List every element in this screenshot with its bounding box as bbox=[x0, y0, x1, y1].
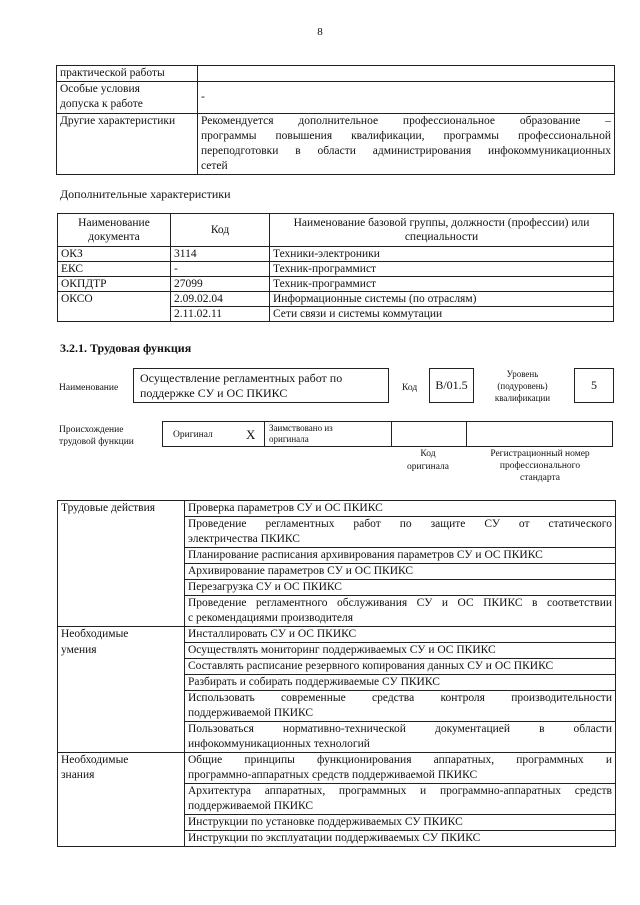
header-doc-name: Наименование документа bbox=[58, 214, 171, 247]
table-row bbox=[58, 784, 616, 815]
cell-name: Техники-электроники bbox=[270, 247, 614, 262]
cell-name: Техник-программист bbox=[270, 277, 614, 292]
table-row bbox=[58, 501, 616, 517]
level-value-box: 5 bbox=[574, 368, 614, 403]
table-row bbox=[58, 580, 616, 596]
list-item: Общие принципы функционирования аппаратных, программных и программно-аппаратных средств поддерживаемой ПКИКС bbox=[185, 753, 616, 784]
table-row bbox=[58, 675, 616, 691]
table-header-row bbox=[58, 214, 614, 247]
header-code: Код bbox=[171, 214, 270, 247]
additional-title: Дополнительные характеристики bbox=[60, 187, 231, 201]
list-item: Проведение регламентного обслуживания СУ и ОС ПКИКС в соответствии с рекомендациями производителя bbox=[185, 596, 616, 627]
table-row bbox=[58, 262, 614, 277]
list-item: Использовать современные средства контроля производительности поддерживаемой ПКИКС bbox=[185, 691, 616, 722]
row-label: Особые условия допуска к работе bbox=[57, 82, 198, 114]
table-row bbox=[57, 66, 615, 82]
cell-doc: ОКСО bbox=[58, 292, 171, 307]
section-label: Трудовые действия bbox=[58, 501, 185, 517]
cell-doc: ОКПДТР bbox=[58, 277, 171, 292]
table-row bbox=[58, 815, 616, 831]
reg-number-label: Регистрационный номер профессионального стандарта bbox=[490, 449, 590, 483]
table-row bbox=[58, 564, 616, 580]
origin-row bbox=[162, 421, 613, 447]
additional-characteristics-table bbox=[57, 213, 614, 322]
divider bbox=[466, 422, 467, 446]
row-value: - bbox=[198, 82, 615, 114]
cell-code: 27099 bbox=[171, 277, 270, 292]
table-row bbox=[58, 627, 616, 643]
table-row bbox=[58, 831, 616, 847]
list-item: Инструкции по установке поддерживаемых СУ ПКИКС bbox=[185, 815, 616, 831]
function-name-box: Осуществление регламентных работ по поддержке СУ и ОС ПКИКС bbox=[133, 368, 389, 403]
original-label: Оригинал bbox=[173, 430, 213, 440]
origin-label: Происхождение трудовой функции bbox=[59, 425, 134, 447]
table-row bbox=[58, 548, 616, 564]
cell-name: Информационные системы (по отраслям) bbox=[270, 292, 614, 307]
table-row bbox=[58, 659, 616, 675]
list-item: Проведение регламентных работ по защите СУ от статического электричества ПКИКС bbox=[185, 517, 616, 548]
list-item: Разбирать и собирать поддерживаемые СУ ПКИКС bbox=[185, 675, 616, 691]
section-label-cont: умения bbox=[58, 643, 185, 659]
table-row bbox=[58, 517, 616, 548]
cell-code: - bbox=[171, 262, 270, 277]
section-title: 3.2.1. Трудовая функция bbox=[60, 341, 192, 355]
cell-doc bbox=[58, 307, 171, 322]
cell-name: Техник-программист bbox=[270, 262, 614, 277]
list-item: Перезагрузка СУ и ОС ПКИКС bbox=[185, 580, 616, 596]
table-row bbox=[58, 753, 616, 784]
list-item: Архитектура аппаратных, программных и программно-аппаратных средств поддерживаемой ПКИКС bbox=[185, 784, 616, 815]
table-row bbox=[58, 596, 616, 627]
row-value bbox=[198, 66, 615, 82]
table-row bbox=[58, 292, 614, 307]
top-characteristics-table bbox=[56, 65, 615, 175]
table-row bbox=[57, 114, 615, 175]
code-original-label: Код оригинала bbox=[407, 449, 449, 472]
table-row bbox=[57, 82, 615, 114]
cell-code: 3114 bbox=[171, 247, 270, 262]
list-item: Архивирование параметров СУ и ОС ПКИКС bbox=[185, 564, 616, 580]
list-item: Инструкции по эксплуатации поддерживаемых СУ ПКИКС bbox=[185, 831, 616, 847]
cell-doc: ОКЗ bbox=[58, 247, 171, 262]
list-item: Составлять расписание резервного копирования данных СУ и ОС ПКИКС bbox=[185, 659, 616, 675]
cell-code: 2.11.02.11 bbox=[171, 307, 270, 322]
table-row bbox=[58, 307, 614, 322]
table-row bbox=[58, 643, 616, 659]
labor-function-table bbox=[57, 500, 616, 847]
divider bbox=[264, 422, 265, 446]
table-row bbox=[58, 277, 614, 292]
original-mark: X bbox=[246, 427, 256, 442]
code-label: Код bbox=[402, 383, 418, 393]
function-code-box: B/01.5 bbox=[429, 368, 474, 403]
list-item: Осуществлять мониторинг поддерживаемых СУ и ОС ПКИКС bbox=[185, 643, 616, 659]
level-label: Уровень (подуровень) квалификации bbox=[494, 369, 551, 403]
row-label: практической работы bbox=[57, 66, 198, 82]
list-item: Инсталлировать СУ и ОС ПКИКС bbox=[185, 627, 616, 643]
page-number: 8 bbox=[317, 26, 323, 38]
name-label: Наименование bbox=[59, 383, 119, 393]
section-label: Необходимые bbox=[58, 627, 185, 643]
row-value: Рекомендуется дополнительное профессиональное образование – программы повышения квалификации, программы профессиональной переподготовки в области администрирования инфокоммуникационных сетей bbox=[198, 114, 615, 175]
borrowed-label: Заимствовано из оригинала bbox=[269, 423, 333, 444]
list-item: Планирование расписания архивирования параметров СУ и ОС ПКИКС bbox=[185, 548, 616, 564]
list-item: Пользоваться нормативно-технической документацией в области инфокоммуникационных технологий bbox=[185, 722, 616, 753]
row-label: Другие характеристики bbox=[57, 114, 198, 175]
list-item: Проверка параметров СУ и ОС ПКИКС bbox=[185, 501, 616, 517]
table-row bbox=[58, 247, 614, 262]
divider bbox=[391, 422, 392, 446]
table-row bbox=[58, 691, 616, 722]
section-label: Необходимые знания bbox=[58, 753, 185, 784]
header-group-name: Наименование базовой группы, должности (профессии) или специальности bbox=[270, 214, 614, 247]
table-row bbox=[58, 722, 616, 753]
cell-doc: ЕКС bbox=[58, 262, 171, 277]
cell-code: 2.09.02.04 bbox=[171, 292, 270, 307]
cell-name: Сети связи и системы коммутации bbox=[270, 307, 614, 322]
